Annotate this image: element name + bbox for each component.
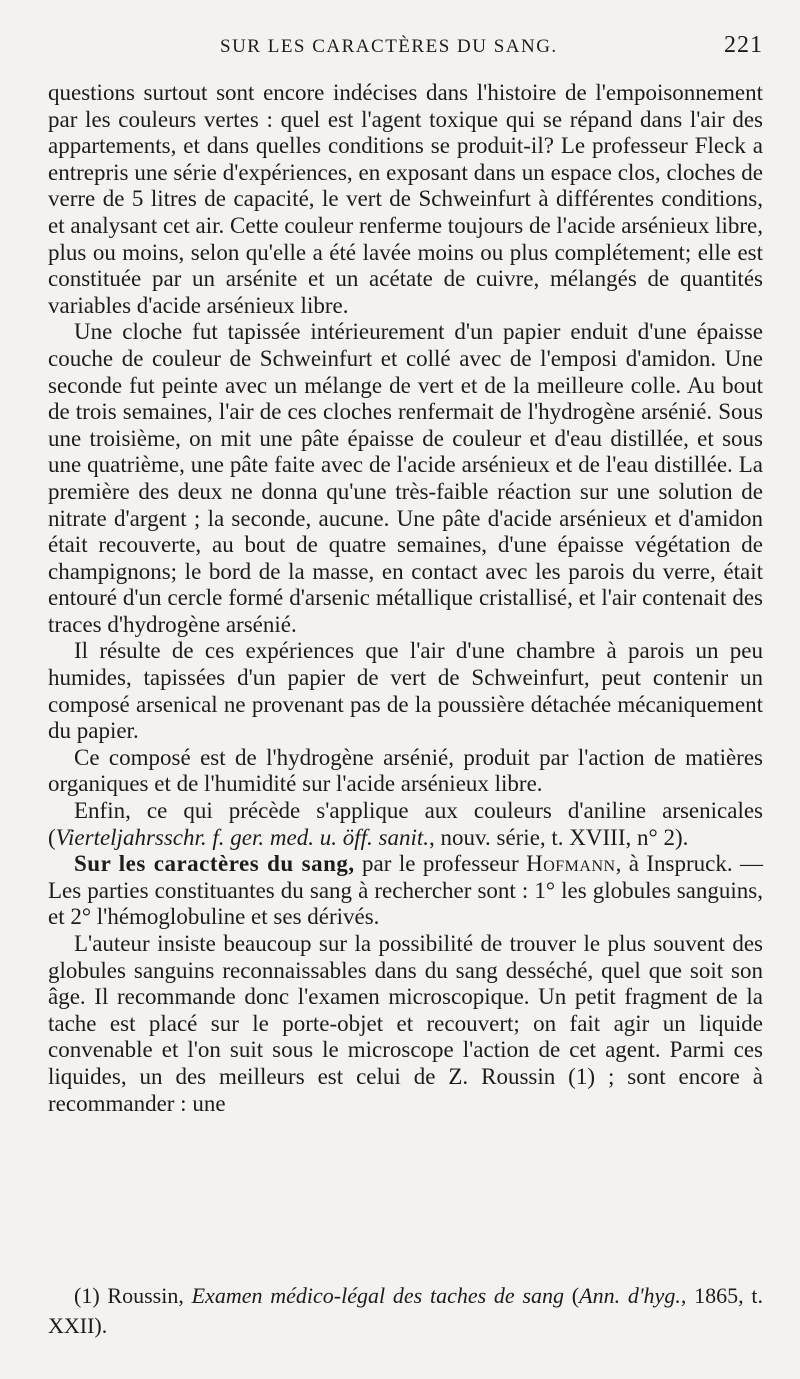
author-name: Hofmann	[526, 851, 616, 877]
footnote-end: , 1865, t. XXII).	[48, 1283, 763, 1338]
section-text-end: , à Inspruck. — Les parties constituantes du sang à rechercher sont : 1° les globules sanguins, et 2° l'hémoglobuline et ses dérivés.	[48, 851, 764, 930]
section-title: Sur les caractères du sang,	[74, 851, 355, 877]
aniline-text-start: Enfin, ce qui précède s'applique aux couleurs d'aniline arsenicales (	[48, 798, 763, 850]
page-number: 221	[724, 32, 763, 58]
footnote-title: Examen médico-légal des taches de sang	[191, 1283, 565, 1308]
journal-citation: Vierteljahrsschr. f. ger. med. u. öff. sanit.	[55, 824, 429, 850]
paragraph-compose: Ce composé est de l'hydrogène arsénié, produit par l'action de matières organiques et de l'humidité sur l'acide arsénieux libre.	[48, 744, 763, 797]
footnote-mark: (1) Roussin,	[74, 1283, 192, 1308]
paragraph-globules: L'auteur insiste beaucoup sur la possibilité de trouver le plus souvent des globules sanguins reconnaissables dans du sang desséché, quel que soit son âge. Il recommande donc l'examen microscopique. Un petit fragment de la tache est placé sur le porte-objet et recouvert; on fait agir un liquide convenable et l'on suit sous le microscope l'action de cet agent. Parmi ces liquides, un des meilleurs est celui de Z. Roussin (1) ; sont encore à recommander : une	[48, 931, 763, 1116]
paragraph-result: Il résulte de ces expériences que l'air d'une chambre à parois un peu humides, tapissées d'un papier de vert de Schweinfurt, peut contenir un composé arsenical ne provenant pas de la poussière détachée mécaniquement du papier.	[48, 638, 763, 744]
footnote	[48, 1281, 763, 1341]
section-text-mid: par le professeur	[354, 851, 527, 877]
running-head: SUR LES CARACTÈRES DU SANG.	[220, 36, 558, 57]
paragraph-continued: questions surtout sont encore indécises dans l'histoire de l'empoisonnement par les couleurs vertes : quel est l'agent toxique qui se répand dans l'air des appartements, et dans quelles conditions se produit-il? Le professeur Fleck a entrepris une série d'expériences, en exposant dans un espace clos, cloches de verre de 5 litres de capacité, le vert de Schweinfurt à différentes conditions, et analysant cet air. Cette couleur renferme toujours de l'acide arsénieux libre, plus ou moins, selon qu'elle a été lavée moins ou plus complétement; elle est constituée par un arsénite et un acétate de cuivre, mélangés de quantités variables d'acide arsénieux libre.	[48, 80, 763, 318]
paragraph-aniline	[48, 798, 763, 851]
page-header	[48, 32, 763, 70]
footnote-text	[48, 1281, 763, 1341]
aniline-text-end: , nouv. série, t. XVIII, n° 2).	[428, 824, 689, 850]
footnote-open: (	[564, 1283, 580, 1308]
paragraph-cloche: Une cloche fut tapissée intérieurement d'un papier enduit d'une épaisse couche de couleur de Schweinfurt et collé avec de l'emposi d'amidon. Une seconde fut peinte avec un mélange de vert et de la meilleure colle. Au bout de trois semaines, l'air de ces cloches renfermait de l'hydrogène arsénié. Sous une troisième, on mit une pâte épaisse de couleur et d'eau distillée, et sous une quatrième, une pâte faite avec de l'acide arsénieux et de l'eau distillée. La première des deux ne donna qu'une très-faible réaction sur une solution de nitrate d'argent ; la seconde, aucune. Une pâte d'acide arsénieux et d'amidon était recouverte, au bout de quatre semaines, d'une épaisse végétation de champignons; le bord de la masse, en contact avec les parois du verre, était entouré d'un cercle formé d'arsenic métallique cristallisé, et l'air contenait des traces d'hydrogène arsénié.	[48, 319, 763, 637]
paragraph-section-sang	[48, 851, 763, 931]
footnote-journal: Ann. d'hyg.	[579, 1283, 681, 1308]
body-text	[48, 80, 763, 1117]
